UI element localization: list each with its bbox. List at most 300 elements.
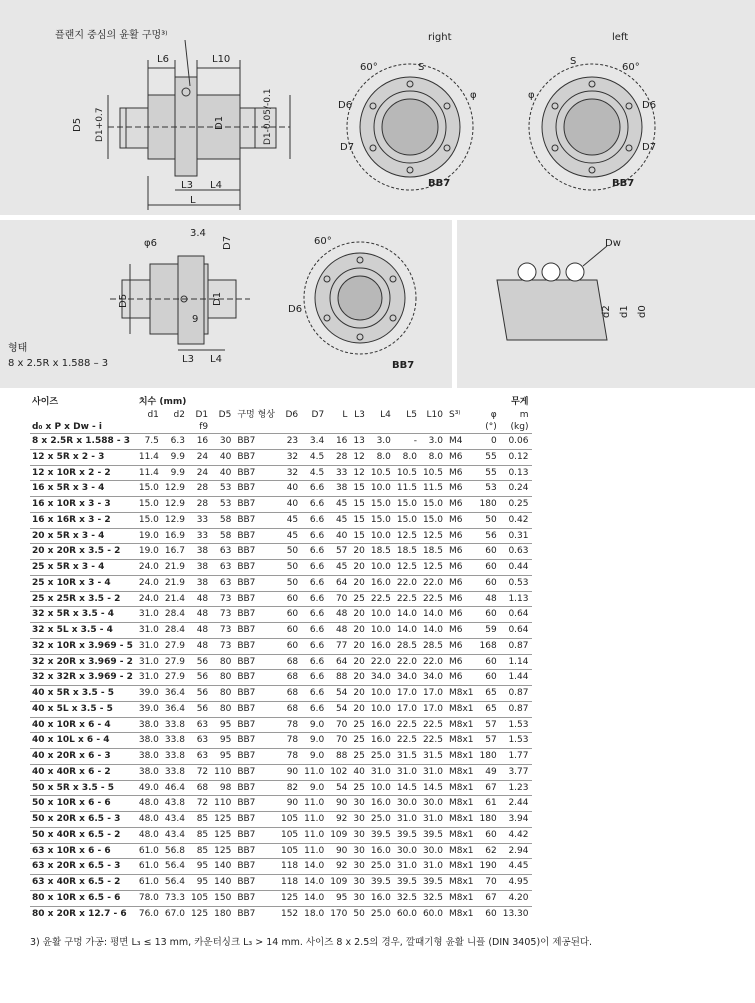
value-cell: 25.0 [369,859,395,875]
value-cell: 31.5 [395,749,421,765]
value-cell: M8x1 [447,701,478,717]
value-cell: 1.13 [501,591,533,607]
value-cell: 1.14 [501,654,533,670]
size-cell: 25 x 10R x 3 - 4 [30,575,137,591]
value-cell: 80 [212,654,235,670]
value-cell: 0.53 [501,575,533,591]
value-cell: 17.0 [421,701,447,717]
size-cell: 40 x 10R x 6 - 4 [30,717,137,733]
value-cell: 45 [328,497,351,513]
label-d1-plus: D1+0.7 [95,107,105,142]
value-cell: 14.5 [421,780,447,796]
label-l6: L6 [157,54,169,65]
value-cell: 31.0 [421,859,447,875]
value-cell: 49 [478,764,501,780]
value-cell: M6 [447,591,478,607]
value-cell: 92 [328,859,351,875]
value-cell: M8x1 [447,780,478,796]
left-phi-label: φ [528,90,535,101]
value-cell: 1.53 [501,717,533,733]
value-cell: BB7 [235,434,279,450]
value-cell: 12.9 [163,512,189,528]
mid-d6-label: D6 [288,304,303,315]
table-row [30,733,532,749]
size-cell: 50 x 20R x 6.5 - 3 [30,812,137,828]
value-cell: 60 [478,827,501,843]
value-cell: 20 [351,654,368,670]
mid-angle-label: 60° [314,236,332,247]
value-cell: 48 [328,607,351,623]
size-cell: 16 x 10R x 3 - 3 [30,497,137,513]
value-cell: 31.0 [137,654,163,670]
value-cell: 95 [189,859,212,875]
value-cell: 9.0 [302,749,328,765]
value-cell: 109 [328,827,351,843]
value-cell: 12 [351,449,368,465]
value-cell: 38.0 [137,749,163,765]
value-cell: 1.23 [501,780,533,796]
value-cell: 10.5 [421,465,447,481]
value-cell: 78 [279,717,302,733]
value-cell: 50 [279,544,302,560]
value-cell: 48 [189,591,212,607]
value-cell: 32 [279,449,302,465]
size-cell: 80 x 10R x 6.5 - 6 [30,890,137,906]
value-cell: 18.5 [395,544,421,560]
value-cell: 92 [328,812,351,828]
value-cell: 60 [478,560,501,576]
value-cell: 16.9 [163,528,189,544]
size-cell: 63 x 20R x 6.5 - 3 [30,859,137,875]
value-cell: 28.5 [421,638,447,654]
value-cell: 70 [328,591,351,607]
table-row [30,780,532,796]
value-cell: 70 [328,717,351,733]
col-L3: L3 [354,410,365,420]
value-cell: 53 [478,481,501,497]
left-d6-label: D6 [642,100,657,111]
value-cell: 27.9 [163,670,189,686]
value-cell: 11.5 [421,481,447,497]
value-cell: 85 [189,843,212,859]
value-cell: 118 [279,875,302,891]
value-cell: 48 [189,623,212,639]
table-row [30,764,532,780]
specification-table [30,396,532,921]
value-cell: 105 [279,812,302,828]
value-cell: 98 [212,780,235,796]
value-cell: 56 [189,654,212,670]
value-cell: 0.44 [501,560,533,576]
value-cell: 8.0 [395,449,421,465]
value-cell: 9.9 [163,449,189,465]
value-cell: 45 [328,560,351,576]
value-cell: BB7 [235,512,279,528]
value-cell: 48.0 [137,796,163,812]
value-cell: 30.0 [421,796,447,812]
value-cell: 180 [212,906,235,921]
label-l: L [190,195,196,206]
value-cell: 28.4 [163,623,189,639]
value-cell: 56 [189,701,212,717]
value-cell: 180 [478,497,501,513]
value-cell: 39.0 [137,686,163,702]
value-cell: 67.0 [163,906,189,921]
value-cell: 33.8 [163,733,189,749]
col-D6: D6 [285,410,299,420]
value-cell: 53 [212,481,235,497]
value-cell: 80 [212,686,235,702]
value-cell: 61.0 [137,859,163,875]
sub-phi-deg: (°) [485,422,497,432]
value-cell: 20 [351,623,368,639]
table-row [30,875,532,891]
table-row [30,449,532,465]
value-cell: 31.0 [395,859,421,875]
value-cell: 53 [212,497,235,513]
table-row [30,434,532,450]
mid-l4-label: L4 [210,354,222,365]
value-cell: 90 [328,843,351,859]
value-cell: 33 [189,512,212,528]
value-cell: 110 [212,764,235,780]
middle-left-drawing-panel [0,220,452,388]
value-cell: 109 [328,875,351,891]
value-cell: BB7 [235,749,279,765]
lubrication-hole-note: 플랜지 중심의 윤활 구멍³⁾ [55,30,168,41]
label-l4: L4 [210,180,222,191]
value-cell: 60.0 [421,906,447,921]
col-D7: D7 [311,410,325,420]
value-cell: 110 [212,796,235,812]
value-cell: 67 [478,890,501,906]
mid-l3-label: L3 [182,354,194,365]
size-cell: 50 x 40R x 6.5 - 2 [30,827,137,843]
size-cell: 50 x 5R x 3.5 - 5 [30,780,137,796]
value-cell: 60 [279,607,302,623]
value-cell: M6 [447,670,478,686]
value-cell: 30 [351,875,368,891]
table-row [30,607,532,623]
value-cell: 63 [212,560,235,576]
value-cell: 67 [478,780,501,796]
value-cell: 12 [351,465,368,481]
col-m: m [519,410,529,420]
value-cell: 80 [212,701,235,717]
value-cell: 3.4 [302,434,328,450]
small-flange-view-drawing [304,242,416,354]
value-cell: 70 [328,733,351,749]
value-cell: BB7 [235,701,279,717]
value-cell: 25 [351,591,368,607]
value-cell: 24.0 [137,591,163,607]
value-cell: M6 [447,623,478,639]
value-cell: 31.0 [137,623,163,639]
value-cell: 34.0 [369,670,395,686]
value-cell: 73 [212,607,235,623]
value-cell: 11.4 [137,465,163,481]
value-cell: 25.0 [369,906,395,921]
value-cell: 0.64 [501,607,533,623]
value-cell: 28.5 [395,638,421,654]
value-cell: 38.0 [137,764,163,780]
value-cell: 3.77 [501,764,533,780]
mid-d5-label: D5 [118,293,129,308]
value-cell: 73 [212,623,235,639]
value-cell: 43.8 [163,796,189,812]
left-angle-label: 60° [622,62,640,73]
value-cell: BB7 [235,449,279,465]
flange-left-drawing [529,64,655,190]
value-cell: BB7 [235,906,279,921]
value-cell: 56 [189,686,212,702]
value-cell: BB7 [235,481,279,497]
value-cell: 18.5 [369,544,395,560]
value-cell: 61.0 [137,843,163,859]
value-cell: 22.0 [421,575,447,591]
value-cell: 11.4 [137,449,163,465]
value-cell: 15.0 [395,497,421,513]
value-cell: M6 [447,654,478,670]
value-cell: 22.5 [395,717,421,733]
value-cell: 27.9 [163,654,189,670]
value-cell: 14.0 [421,607,447,623]
value-cell: 49.0 [137,780,163,796]
d2-label: d2 [601,305,612,318]
value-cell: 25 [351,749,368,765]
size-formula: d₀ x P x Dw - i [32,422,102,432]
value-cell: 12.5 [395,528,421,544]
value-cell: 60.0 [395,906,421,921]
value-cell: 22.5 [369,591,395,607]
value-cell: 14.0 [302,859,328,875]
small-side-view-drawing [110,256,250,350]
value-cell: BB7 [235,544,279,560]
value-cell: 6.6 [302,591,328,607]
value-cell: 48 [189,638,212,654]
table-row [30,812,532,828]
value-cell: 65 [478,701,501,717]
value-cell: 90 [328,796,351,812]
value-cell: 17.0 [395,701,421,717]
value-cell: 63 [189,733,212,749]
table-row [30,686,532,702]
table-row [30,638,532,654]
value-cell: 16.0 [369,843,395,859]
value-cell: 6.6 [302,575,328,591]
value-cell: BB7 [235,654,279,670]
value-cell: 30 [351,890,368,906]
col-d1: d1 [147,410,159,420]
value-cell: 57 [328,544,351,560]
value-cell: 4.42 [501,827,533,843]
col-L: L [342,410,348,420]
value-cell: 13.30 [501,906,533,921]
value-cell: 95 [212,733,235,749]
left-bb7-label: BB7 [612,178,635,189]
value-cell: 76.0 [137,906,163,921]
value-cell: 40 [328,528,351,544]
value-cell: 43.4 [163,812,189,828]
value-cell: M8x1 [447,686,478,702]
value-cell: 6.6 [302,654,328,670]
size-cell: 32 x 5R x 3.5 - 4 [30,607,137,623]
header-weight: 무게 [511,397,529,407]
value-cell: 4.45 [501,859,533,875]
footnote: 3) 윤활 구멍 가공: 평면 L₃ ≤ 13 mm, 카운터싱크 L₃ > 14 mm. 사이즈 8 x 2.5의 경우, 깔때기형 윤활 니플 (DIN 3405)이 제공된다. [30,937,593,948]
value-cell: 32 [279,465,302,481]
value-cell: 61.0 [137,875,163,891]
ball-screw-detail-drawing [457,220,755,388]
value-cell: 30.0 [395,843,421,859]
table-row [30,528,532,544]
value-cell: BB7 [235,812,279,828]
label-l3: L3 [181,180,193,191]
col-d2: d2 [173,410,185,420]
value-cell: 1.77 [501,749,533,765]
col-L10: L10 [426,410,443,420]
table-row [30,749,532,765]
value-cell: 32.5 [421,890,447,906]
value-cell: 31.5 [421,749,447,765]
right-angle-label: 60° [360,62,378,73]
value-cell: 0.87 [501,701,533,717]
value-cell: 6.6 [302,607,328,623]
value-cell: 32.5 [395,890,421,906]
value-cell: 31.0 [395,812,421,828]
value-cell: 17.0 [395,686,421,702]
value-cell: M8x1 [447,827,478,843]
value-cell: BB7 [235,875,279,891]
value-cell: 15.0 [137,512,163,528]
value-cell: 38.0 [137,733,163,749]
value-cell: 0.06 [501,434,533,450]
value-cell: BB7 [235,465,279,481]
value-cell: 12.5 [421,560,447,576]
value-cell: M8x1 [447,733,478,749]
value-cell: M6 [447,512,478,528]
size-cell: 20 x 20R x 3.5 - 2 [30,544,137,560]
value-cell: 15 [351,497,368,513]
value-cell: 30 [351,796,368,812]
value-cell: 6.3 [163,434,189,450]
value-cell: 11.0 [302,812,328,828]
value-cell: 16.0 [369,638,395,654]
value-cell: 33 [328,465,351,481]
value-cell: 30 [351,812,368,828]
value-cell: 22.5 [421,733,447,749]
value-cell: 60 [279,591,302,607]
value-cell: BB7 [235,591,279,607]
value-cell: 95 [328,890,351,906]
value-cell: 16.7 [163,544,189,560]
size-cell: 40 x 20R x 6 - 3 [30,749,137,765]
value-cell: BB7 [235,560,279,576]
value-cell: 54 [328,780,351,796]
value-cell: 22.5 [395,591,421,607]
value-cell: 38 [189,544,212,560]
value-cell: 68 [279,654,302,670]
value-cell: 56.4 [163,859,189,875]
value-cell: 48 [478,591,501,607]
right-phi-label: φ [470,90,477,101]
value-cell: 10.0 [369,623,395,639]
table-row [30,890,532,906]
value-cell: 16.0 [369,890,395,906]
value-cell: 30 [351,827,368,843]
value-cell: 14.0 [302,890,328,906]
value-cell: 150 [212,890,235,906]
value-cell: 20 [351,670,368,686]
value-cell: 118 [279,859,302,875]
value-cell: 68 [279,686,302,702]
value-cell: 6.6 [302,528,328,544]
table-row [30,544,532,560]
value-cell: 15.0 [137,481,163,497]
value-cell: 0.31 [501,528,533,544]
label-l10: L10 [212,54,231,65]
value-cell: BB7 [235,796,279,812]
table-row [30,591,532,607]
value-cell: 1.53 [501,733,533,749]
value-cell: 22.5 [421,717,447,733]
value-cell: 64 [328,654,351,670]
left-s-label: S [570,56,577,67]
value-cell: 40 [279,497,302,513]
value-cell: 20 [351,686,368,702]
value-cell: 9.9 [163,465,189,481]
value-cell: 33.8 [163,717,189,733]
value-cell: 14.0 [421,623,447,639]
value-cell: 15.0 [421,497,447,513]
value-cell: 28 [328,449,351,465]
value-cell: 14.0 [302,875,328,891]
value-cell: 39.5 [395,875,421,891]
size-cell: 50 x 10R x 6 - 6 [30,796,137,812]
size-cell: 12 x 5R x 2 - 3 [30,449,137,465]
value-cell: 105 [279,843,302,859]
value-cell: 24 [189,449,212,465]
value-cell: 72 [189,764,212,780]
value-cell: 38 [328,481,351,497]
value-cell: 20 [351,560,368,576]
value-cell: 8.0 [421,449,447,465]
size-cell: 25 x 25R x 3.5 - 2 [30,591,137,607]
value-cell: 39.5 [369,875,395,891]
value-cell: 24 [189,465,212,481]
value-cell: 25.0 [369,749,395,765]
value-cell: BB7 [235,497,279,513]
table-row [30,843,532,859]
value-cell: 1.44 [501,670,533,686]
value-cell: 0.42 [501,512,533,528]
value-cell: 60 [279,638,302,654]
right-view-title: right [428,32,452,43]
value-cell: 16.0 [369,796,395,812]
size-cell: 32 x 5L x 3.5 - 4 [30,623,137,639]
value-cell: 0.87 [501,686,533,702]
value-cell: 40 [351,764,368,780]
mid-d1-label: D1 [212,291,223,306]
value-cell: 0.24 [501,481,533,497]
value-cell: 12.5 [395,560,421,576]
size-cell: 63 x 10R x 6 - 6 [30,843,137,859]
d0-label: d0 [637,305,648,318]
value-cell: 10.5 [369,465,395,481]
value-cell: 4.20 [501,890,533,906]
header-size: 사이즈 [32,397,59,407]
value-cell: 40 [212,465,235,481]
